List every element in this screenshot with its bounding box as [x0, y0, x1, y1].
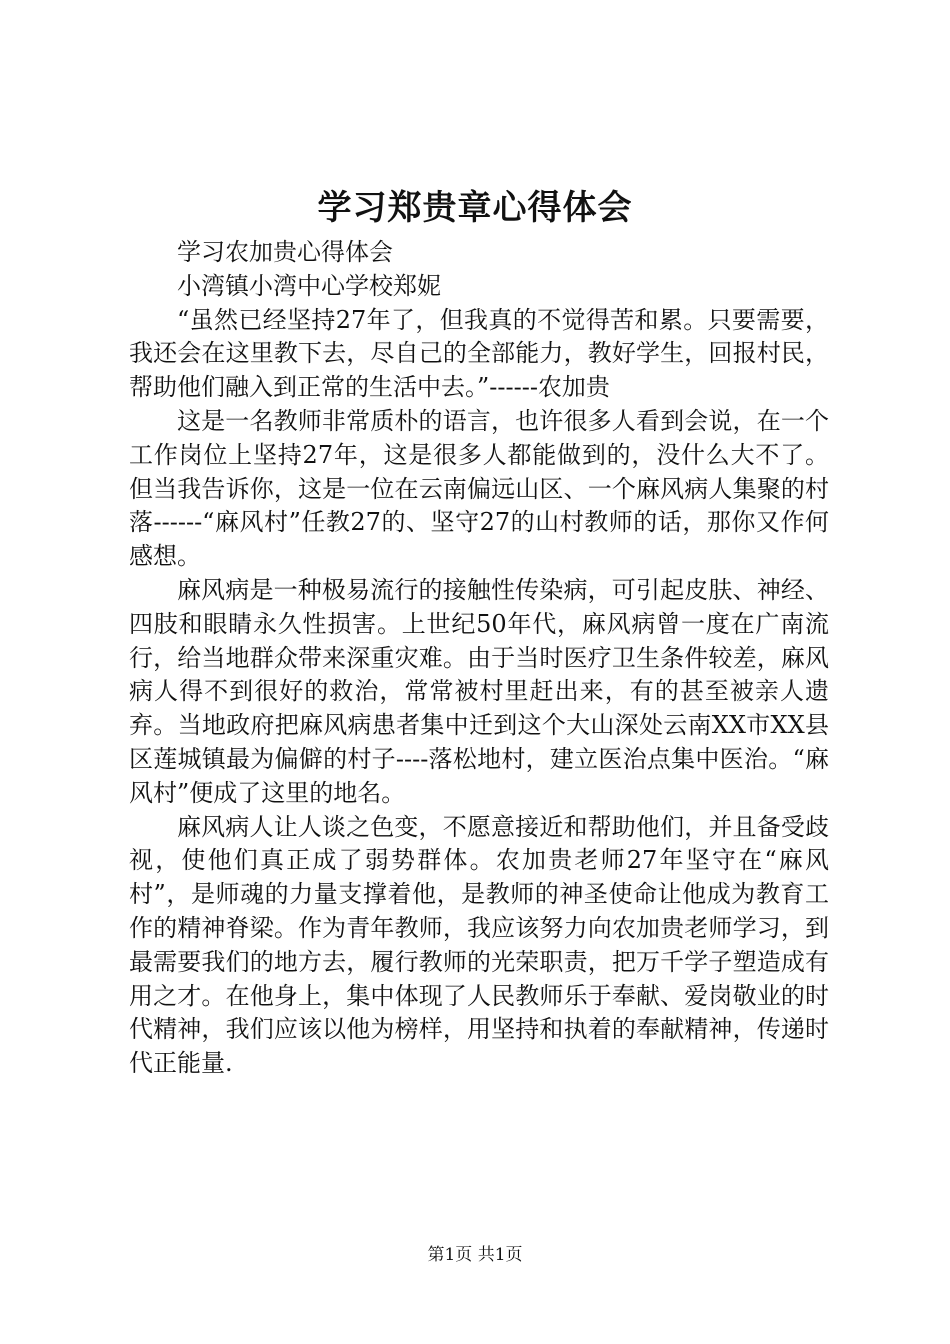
- body-paragraph: 麻风病是一种极易流行的接触性传染病，可引起皮肤、神经、四肢和眼睛永久性损害。上世纪50年代，麻风病曾一度在广南流行，给当地群众带来深重灾难。由于当时医疗卫生条件较差，麻风病人得不到很好的救治，常常被村里赶出来，有的甚至被亲人遗弃。当地政府把麻风病患者集中迁到这个大山深处云南XX市XX县区莲城镇最为偏僻的村子----落松地村，建立医治点集中医治。“麻风村”便成了这里的地名。: [129, 575, 829, 807]
- body-paragraph: 这是一名教师非常质朴的语言，也许很多人看到会说，在一个工作岗位上坚持27年，这是很多人都能做到的，没什么大不了。但当我告诉你，这是一位在云南偏远山区、一个麻风病人集聚的村落------“麻风村”任教27的、坚守27的山村教师的话，那你又作何感想。: [129, 406, 829, 571]
- author-paragraph: 小湾镇小湾中心学校郑妮: [177, 271, 441, 300]
- document-title: 学习郑贵章心得体会: [317, 188, 633, 228]
- document-body: [129, 236, 829, 1081]
- subtitle-paragraph: 学习农加贵心得体会: [177, 238, 393, 266]
- body-paragraph: 麻风病人让人谈之色变，不愿意接近和帮助他们，并且备受歧视，使他们真正成了弱势群体。农加贵老师27年坚守在“麻风村”，是师魂的力量支撑着他，是教师的神圣使命让他成为教育工作的精神脊梁。作为青年教师，我应该努力向农加贵老师学习，到最需要我们的地方去，履行教师的光荣职责，把万千学子塑造成有用之才。在他身上，集中体现了人民教师乐于奉献、爱岗敬业的时代精神，我们应该以他为榜样，用坚持和执着的奉献精神，传递时代正能量.: [129, 812, 829, 1078]
- page-number-footer: 第1页 共1页: [427, 1245, 523, 1265]
- quote-paragraph: “虽然已经坚持27年了，但我真的不觉得苦和累。只要需要，我还会在这里教下去，尽自己的全部能力，教好学生，回报村民，帮助他们融入到正常的生活中去。”------农加贵: [129, 305, 829, 402]
